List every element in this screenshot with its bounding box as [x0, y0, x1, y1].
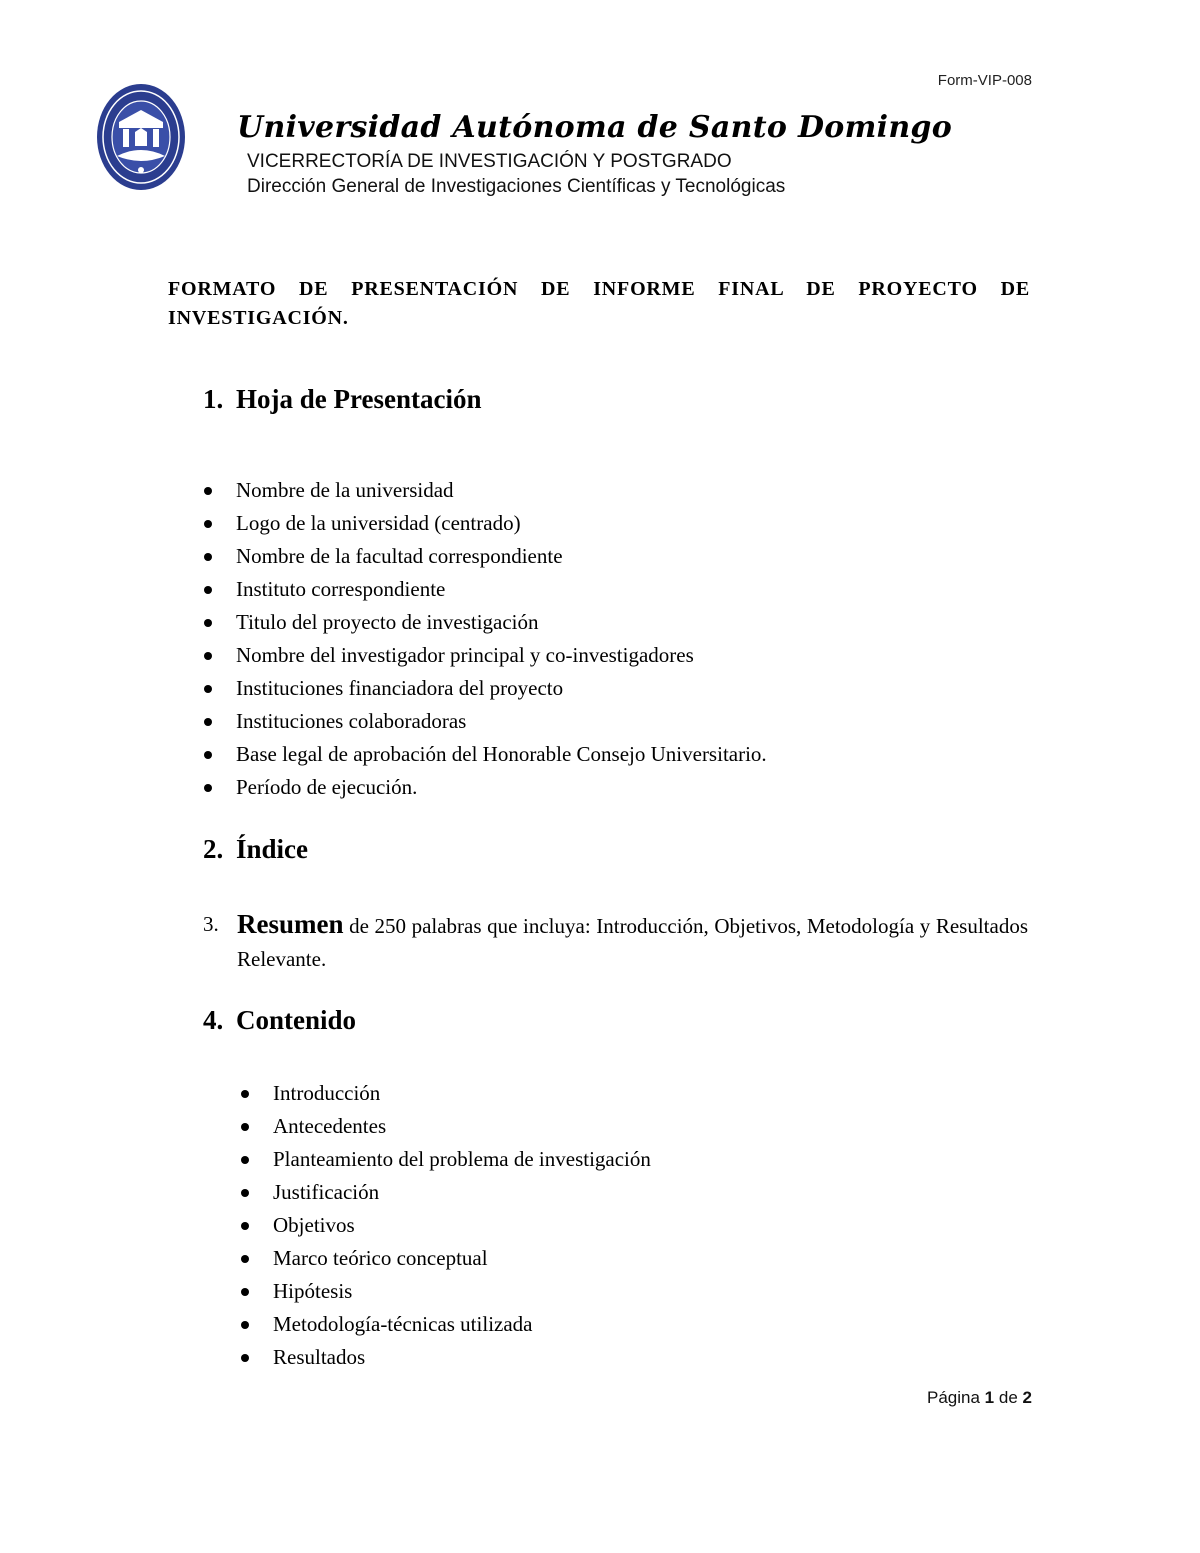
section-number: 2.: [203, 834, 224, 864]
resumen-text: de 250 palabras que incluya: Introducción, Objetivos, Metodología y Resultados Relevante.: [237, 914, 1028, 971]
document-title: FORMATO DE PRESENTACIÓN DE INFORME FINAL DE PROYECTO DE INVESTIGACIÓN.: [168, 278, 1030, 329]
bullet-icon: [241, 1090, 249, 1098]
section-heading-4: [203, 1005, 356, 1036]
bullet-icon: [204, 520, 212, 528]
vicerrectoria-label: VICERRECTORÍA DE INVESTIGACIÓN Y POSTGRADO: [247, 151, 732, 172]
list-item: Período de ejecución.: [236, 771, 767, 804]
section-heading-1: [203, 384, 481, 415]
page-label: Página: [927, 1388, 980, 1407]
bullet-icon: [204, 652, 212, 660]
section-title: Contenido: [236, 1005, 357, 1035]
bullet-icon: [204, 553, 212, 561]
list-item: Nombre del investigador principal y co-investigadores: [236, 639, 767, 672]
section-title: Resumen: [237, 909, 344, 939]
bullet-icon: [204, 718, 212, 726]
of-label: de: [998, 1388, 1018, 1407]
bullet-icon: [241, 1123, 249, 1131]
list-item: Instituciones financiadora del proyecto: [236, 672, 767, 705]
list-item: Base legal de aprobación del Honorable Consejo Universitario.: [236, 738, 767, 771]
list-item: Instituto correspondiente: [236, 573, 767, 606]
bullet-icon: [241, 1222, 249, 1230]
bullet-icon: [241, 1156, 249, 1164]
bullet-icon: [204, 619, 212, 627]
list-item: Resultados: [273, 1341, 651, 1374]
university-seal-icon: [95, 82, 187, 192]
presentation-items-list: [236, 474, 767, 804]
list-item: Marco teórico conceptual: [273, 1242, 651, 1275]
section-heading-2: [203, 834, 308, 865]
list-item: Antecedentes: [273, 1110, 651, 1143]
bullet-icon: [241, 1354, 249, 1362]
bullet-icon: [204, 685, 212, 693]
list-item: Logo de la universidad (centrado): [236, 507, 767, 540]
section-number: 3.: [203, 912, 219, 936]
list-item: Justificación: [273, 1176, 651, 1209]
list-item: Objetivos: [273, 1209, 651, 1242]
resumen-paragraph: [237, 908, 1028, 976]
list-item: Metodología-técnicas utilizada: [273, 1308, 651, 1341]
section-number: 4.: [203, 1005, 224, 1035]
section-title: Índice: [236, 834, 309, 864]
content-items-list: [273, 1077, 651, 1374]
list-item: Introducción: [273, 1077, 651, 1110]
page-footer: [927, 1388, 1032, 1408]
direccion-label: Dirección General de Investigaciones Científicas y Tecnológicas: [247, 176, 786, 197]
form-code: Form-VIP-008: [937, 72, 1032, 89]
section-title: Hoja de Presentación: [236, 384, 482, 414]
list-item: Hipótesis: [273, 1275, 651, 1308]
bullet-icon: [241, 1255, 249, 1263]
bullet-icon: [241, 1288, 249, 1296]
list-item: Nombre de la facultad correspondiente: [236, 540, 767, 573]
section-resumen: [203, 908, 1028, 976]
university-name: Universidad Autónoma de Santo Domingo: [237, 110, 953, 145]
bullet-icon: [204, 586, 212, 594]
list-item: Titulo del proyecto de investigación: [236, 606, 767, 639]
bullet-icon: [204, 751, 212, 759]
list-item: Planteamiento del problema de investigación: [273, 1143, 651, 1176]
list-item: Nombre de la universidad: [236, 474, 767, 507]
bullet-icon: [204, 487, 212, 495]
section-number: 1.: [203, 384, 224, 414]
total-pages-number: 2: [1022, 1388, 1032, 1407]
bullet-icon: [241, 1189, 249, 1197]
list-item: Instituciones colaboradoras: [236, 705, 767, 738]
current-page-number: 1: [984, 1388, 995, 1407]
bullet-icon: [204, 784, 212, 792]
bullet-icon: [241, 1321, 249, 1329]
